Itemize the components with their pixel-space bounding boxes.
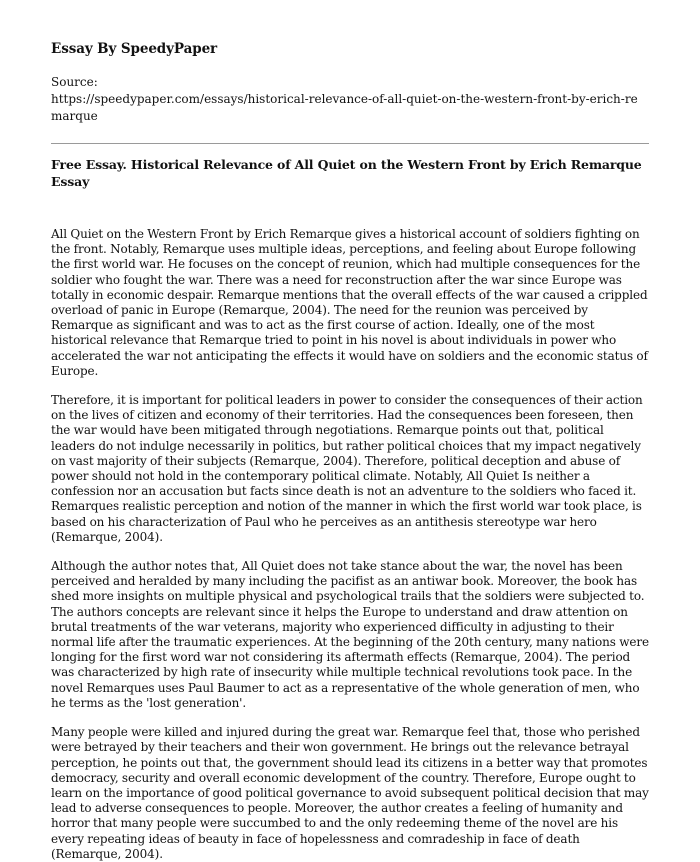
source-label: Source:: [51, 75, 98, 89]
source-block: [51, 74, 649, 125]
paragraph-4: Many people were killed and injured during the great war. Remarque feel that, those who perished were betrayed by their teachers and their won government. He brings out the relevance betrayal perception, he points out that, the government should lead its citizens in a better way that promotes democracy, security and overall economic development of the country. Therefore, Europe ought to learn on the importance of good political governance to avoid subsequent political decision that may lead to adverse consequences to people. Moreover, the author creates a feeling of humanity and horror that many people were succumbed to and the only redeeming theme of the novel are his every repeating ideas of beauty in face of hopelessness and comradeship in face of death (Remarque, 2004).: [51, 725, 649, 861]
paragraph-1: All Quiet on the Western Front by Erich Remarque gives a historical account of soldiers fighting on the front. Notably, Remarque uses multiple ideas, perceptions, and feeling about Europe following the first world war. He focuses on the concept of reunion, which had multiple consequences for the soldier who fought the war. There was a need for reconstruction after the war since Europe was totally in economic despair. Remarque mentions that the overall effects of the war caused a crippled overload of panic in Europe (Remarque, 2004). The need for the reunion was perceived by Remarque as significant and was to act as the first course of action. Ideally, one of the most historical relevance that Remarque tried to point in his novel is about individuals in power who accelerated the war not anticipating the effects it would have on soldiers and the economic status of Europe.: [51, 227, 648, 378]
paragraph-3: Although the author notes that, All Quiet does not take stance about the war, the novel has been perceived and heralded by many including the pacifist as an antiwar book. Moreover, the book has shed more insights on multiple physical and psychological trails that the soldiers were subjected to. The authors concepts are relevant since it helps the Europe to understand and draw attention on brutal treatments of the war veterans, majority who experienced difficulty in adjusting to their normal life after the traumatic experiences. At the beginning of the 20th century, many nations were longing for the first word war not considering its aftermath effects (Remarque, 2004). The period was characterized by high rate of insecurity while multiple technical revolutions took pace. In the novel Remarques uses Paul Baumer to act as a representative of the whole generation of men, who he terms as the 'lost generation'.: [51, 559, 649, 710]
site-title: Essay By SpeedyPaper: [51, 41, 218, 57]
paragraph-2: Therefore, it is important for political leaders in power to consider the consequences of their action on the lives of citizen and economy of their territories. Had the consequences been foreseen, then the war would have been mitigated through negotiations. Remarque points out that, political leaders do not indulge necessarily in politics, but rather political choices that my impact negatively on vast majority of their subjects (Remarque, 2004). Therefore, political deception and abuse of power should not hold in the contemporary political climate. Notably, All Quiet Is neither a confession nor an accusation but facts since death is not an adventure to the soldiers who faced it. Remarques realistic perception and notion of the manner in which the first world war took place, is based on his characterization of Paul who he perceives as an antithesis stereotype war hero (Remarque, 2004).: [51, 393, 643, 544]
source-link[interactable]: https://speedypaper.com/essays/historical-relevance-of-all-quiet-on-the-western-front-by-erich-remarque: [51, 92, 638, 123]
essay-title: Free Essay. Historical Relevance of All Quiet on the Western Front by Erich Remarque Essay: [51, 157, 642, 189]
essay-body: [51, 227, 649, 862]
divider: [51, 143, 649, 144]
